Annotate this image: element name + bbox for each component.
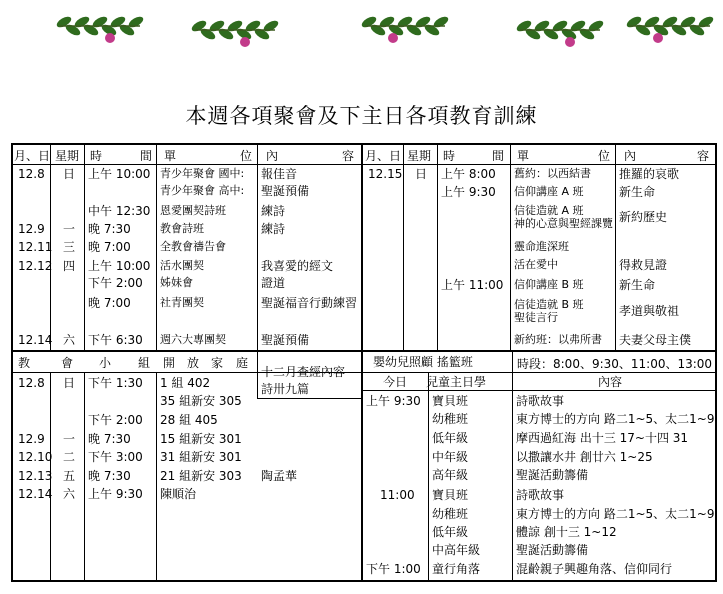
cell-time: 下午 6:30 bbox=[88, 333, 143, 347]
cell-content: 以撒讓水井 創廿六 1~25 bbox=[516, 450, 653, 464]
cell-weekday: 一 bbox=[63, 432, 76, 446]
holly-sprig-icon bbox=[55, 15, 145, 43]
table-rule bbox=[11, 350, 717, 352]
cell-date: 12.11 bbox=[18, 240, 53, 254]
cell-group: 35 組新安 305 bbox=[160, 394, 242, 408]
cell-weekday: 日 bbox=[63, 167, 76, 181]
cell-time: 晚 7:00 bbox=[88, 240, 131, 254]
cell-class: 幼稚班 bbox=[432, 507, 469, 521]
bottom-left-header-char: 教 bbox=[18, 356, 31, 370]
cell-date: 12.14 bbox=[18, 487, 53, 501]
cell-class: 童行角落 bbox=[432, 562, 481, 576]
col-header-unit-a: 單 bbox=[164, 149, 177, 163]
cell-content: 詩歌故事 bbox=[516, 488, 565, 502]
side-note-line: 十二月查經內容 bbox=[261, 365, 346, 379]
cell-group: 28 組 405 bbox=[160, 413, 218, 427]
cell-unit: 姊妹會 bbox=[160, 276, 193, 289]
table-rule bbox=[257, 398, 361, 399]
table-rule bbox=[257, 352, 258, 398]
cell-weekday: 四 bbox=[63, 259, 76, 273]
cell-date: 12.9 bbox=[18, 432, 45, 446]
cell-date: 12.12 bbox=[18, 259, 53, 273]
bottom-left-header-char: 開 bbox=[163, 356, 176, 370]
cell-unit: 靈命進深班 bbox=[514, 240, 569, 253]
cell-date: 12.13 bbox=[18, 469, 53, 483]
col-header-weekday: 星期 bbox=[407, 149, 432, 163]
side-note-line: 詩卅九篇 bbox=[261, 382, 310, 396]
cell-content: 證道 bbox=[261, 276, 286, 290]
cell-unit: 新約班：以弗所書 bbox=[514, 333, 602, 346]
cell-weekday: 二 bbox=[63, 450, 76, 464]
cell-class: 高年級 bbox=[432, 468, 469, 482]
table-rule bbox=[156, 372, 157, 581]
cell-content: 推羅的哀歌 bbox=[619, 167, 680, 181]
cell-time: 下午 1:00 bbox=[366, 562, 421, 576]
col-header-content-a: 內 bbox=[624, 149, 637, 163]
cell-time: 下午 3:00 bbox=[88, 450, 143, 464]
cell-content: 摩西過紅海 出十三 17~十四 31 bbox=[516, 431, 689, 445]
cell-class: 低年級 bbox=[432, 525, 469, 539]
cell-weekday: 日 bbox=[63, 376, 76, 390]
cell-content: 東方博士的方向 路二1~5、太二1~9 bbox=[516, 507, 715, 521]
table-rule bbox=[11, 143, 717, 145]
cell-weekday: 一 bbox=[63, 222, 76, 236]
cell-unit: 舊約：以西結書 bbox=[514, 167, 591, 180]
table-rule bbox=[257, 143, 258, 351]
cell-unit-sub: 神的心意與聖經課覽 bbox=[514, 217, 613, 230]
cell-class: 中高年級 bbox=[432, 543, 481, 557]
cell-content: 練詩 bbox=[261, 204, 286, 218]
col-header-content-b: 容 bbox=[342, 149, 355, 163]
sub-header-content: 內容 bbox=[598, 375, 623, 389]
cell-content: 東方博士的方向 路二1~5、太二1~9 bbox=[516, 412, 715, 426]
cell-unit: 青少年聚會 國中: bbox=[160, 167, 245, 180]
cell-content: 詩歌故事 bbox=[516, 394, 565, 408]
col-header-time-a: 時 bbox=[90, 149, 103, 163]
cell-host: 陶孟華 bbox=[261, 469, 298, 483]
table-rule bbox=[11, 143, 13, 581]
cell-time: 上午 11:00 bbox=[441, 278, 504, 292]
cell-content: 聖誕預備 bbox=[261, 333, 310, 347]
bottom-left-header-char: 會 bbox=[61, 356, 74, 370]
cell-weekday: 六 bbox=[63, 487, 76, 501]
col-header-time-b: 間 bbox=[492, 149, 505, 163]
cell-date: 12.9 bbox=[18, 222, 45, 236]
nursery-times: 時段：8:00、9:30、11:00、13:00 bbox=[517, 357, 713, 371]
cell-date: 12.14 bbox=[18, 333, 53, 347]
cell-unit: 社青團契 bbox=[160, 296, 204, 309]
table-rule bbox=[437, 143, 438, 351]
cell-unit-sub: 聖徒言行 bbox=[514, 311, 558, 324]
cell-group: 31 組新安 301 bbox=[160, 450, 242, 464]
bottom-left-header-char: 小 bbox=[99, 356, 112, 370]
cell-time: 上午 9:30 bbox=[88, 487, 143, 501]
cell-content: 聖誕活動籌備 bbox=[516, 543, 589, 557]
cell-unit: 信仰講座 B 班 bbox=[514, 278, 584, 291]
table-rule bbox=[84, 372, 85, 581]
cell-content: 新生命 bbox=[619, 185, 656, 199]
cell-class: 中年級 bbox=[432, 450, 469, 464]
cell-group: 21 組新安 303 bbox=[160, 469, 242, 483]
holly-sprig-icon bbox=[360, 15, 450, 43]
cell-content: 夫妻父母主僕 bbox=[619, 333, 692, 347]
cell-time: 晚 7:00 bbox=[88, 296, 131, 310]
bottom-left-header-char: 庭 bbox=[236, 356, 249, 370]
cell-time: 上午 9:30 bbox=[366, 394, 421, 408]
cell-time: 晚 7:30 bbox=[88, 469, 131, 483]
table-rule bbox=[512, 352, 513, 372]
cell-content: 新約歷史 bbox=[619, 210, 668, 224]
cell-date: 12.10 bbox=[18, 450, 53, 464]
cell-unit: 教會詩班 bbox=[160, 222, 204, 235]
table-rule bbox=[512, 372, 513, 581]
col-header-unit-b: 位 bbox=[598, 149, 611, 163]
cell-content: 孝道與敬祖 bbox=[619, 304, 680, 318]
cell-content: 聖誕預備 bbox=[261, 184, 310, 198]
cell-content: 聖誕福音行動練習 bbox=[261, 296, 358, 310]
holly-sprig-icon bbox=[515, 19, 605, 47]
cell-unit: 全教會禱告會 bbox=[160, 240, 226, 253]
cell-content: 得救見證 bbox=[619, 258, 668, 272]
sub-header-today: 今日 bbox=[383, 375, 408, 389]
col-header-time-b: 間 bbox=[140, 149, 153, 163]
cell-unit: 活在愛中 bbox=[514, 258, 558, 271]
cell-content: 體諒 創十三 1~12 bbox=[516, 525, 617, 539]
holly-sprig-icon bbox=[55, 15, 715, 47]
cell-class: 寶貝班 bbox=[432, 488, 469, 502]
cell-group: 15 組新安 301 bbox=[160, 432, 242, 446]
table-rule bbox=[510, 143, 511, 351]
holly-sprig-icon bbox=[625, 15, 715, 43]
cell-content: 我喜愛的經文 bbox=[261, 259, 334, 273]
table-rule bbox=[361, 143, 363, 581]
bottom-left-header-char: 放 bbox=[187, 356, 200, 370]
cell-time: 下午 2:00 bbox=[88, 276, 143, 290]
cell-time: 上午 10:00 bbox=[88, 167, 151, 181]
cell-weekday: 六 bbox=[63, 333, 76, 347]
table-rule bbox=[156, 143, 157, 351]
page-title: 本週各項聚會及下主日各項教育訓練 bbox=[185, 104, 538, 128]
table-rule bbox=[361, 390, 717, 391]
table-rule bbox=[403, 143, 404, 351]
cell-content: 練詩 bbox=[261, 222, 286, 236]
cell-time: 下午 2:00 bbox=[88, 413, 143, 427]
cell-weekday: 日 bbox=[415, 167, 428, 181]
col-header-unit-a: 單 bbox=[517, 149, 530, 163]
table-rule bbox=[361, 372, 717, 373]
cell-weekday: 五 bbox=[63, 469, 76, 483]
cell-unit: 信徒造就 B 班 bbox=[514, 298, 584, 311]
bottom-left-header-char: 家 bbox=[211, 356, 224, 370]
cell-group: 1 組 402 bbox=[160, 376, 211, 390]
cell-class: 幼稚班 bbox=[432, 412, 469, 426]
cell-unit: 青少年聚會 高中: bbox=[160, 184, 245, 197]
cell-content: 混齡親子興趣角落、信仰同行 bbox=[516, 562, 673, 576]
cell-time: 晚 7:30 bbox=[88, 222, 131, 236]
cell-time: 11:00 bbox=[380, 488, 415, 502]
table-rule bbox=[715, 143, 717, 581]
col-header-time-a: 時 bbox=[443, 149, 456, 163]
table-rule bbox=[428, 372, 429, 581]
cell-class: 低年級 bbox=[432, 431, 469, 445]
cell-unit: 信徒造就 A 班 bbox=[514, 204, 584, 217]
cell-content: 報佳音 bbox=[261, 167, 298, 181]
cell-time: 上午 10:00 bbox=[88, 259, 151, 273]
cell-unit: 週六大專團契 bbox=[160, 333, 226, 346]
col-header-date: 月、日 bbox=[14, 149, 51, 163]
bottom-left-header-char: 組 bbox=[138, 356, 151, 370]
cell-unit: 恩愛團契詩班 bbox=[160, 204, 226, 217]
cell-group: 陳順治 bbox=[160, 487, 197, 501]
nursery-title: 嬰幼兒照顧 搖籃班 bbox=[373, 355, 473, 369]
cell-weekday: 三 bbox=[63, 240, 76, 254]
table-rule bbox=[11, 164, 717, 165]
holly-garland-banner bbox=[0, 0, 723, 55]
table-rule bbox=[84, 143, 85, 351]
cell-date: 12.8 bbox=[18, 376, 45, 390]
table-rule bbox=[615, 143, 616, 351]
cell-content: 新生命 bbox=[619, 278, 656, 292]
cell-unit: 活水團契 bbox=[160, 259, 204, 272]
col-header-unit-b: 位 bbox=[240, 149, 253, 163]
cell-content: 聖誕活動籌備 bbox=[516, 468, 589, 482]
cell-time: 上午 9:30 bbox=[441, 185, 496, 199]
cell-date: 12.8 bbox=[18, 167, 45, 181]
col-header-content-a: 內 bbox=[266, 149, 279, 163]
table-rule bbox=[11, 580, 717, 582]
col-header-weekday: 星期 bbox=[55, 149, 80, 163]
cell-time: 上午 8:00 bbox=[441, 167, 496, 181]
cell-time: 下午 1:30 bbox=[88, 376, 143, 390]
cell-time: 中午 12:30 bbox=[88, 204, 151, 218]
col-header-content-b: 容 bbox=[697, 149, 710, 163]
sub-header-class: 兒童主日學 bbox=[426, 375, 487, 389]
cell-unit: 信仰講座 A 班 bbox=[514, 185, 584, 198]
cell-date: 12.15 bbox=[368, 167, 403, 181]
cell-time: 晚 7:30 bbox=[88, 432, 131, 446]
holly-sprig-icon bbox=[190, 19, 280, 47]
col-header-date: 月、日 bbox=[365, 149, 402, 163]
cell-class: 寶貝班 bbox=[432, 394, 469, 408]
